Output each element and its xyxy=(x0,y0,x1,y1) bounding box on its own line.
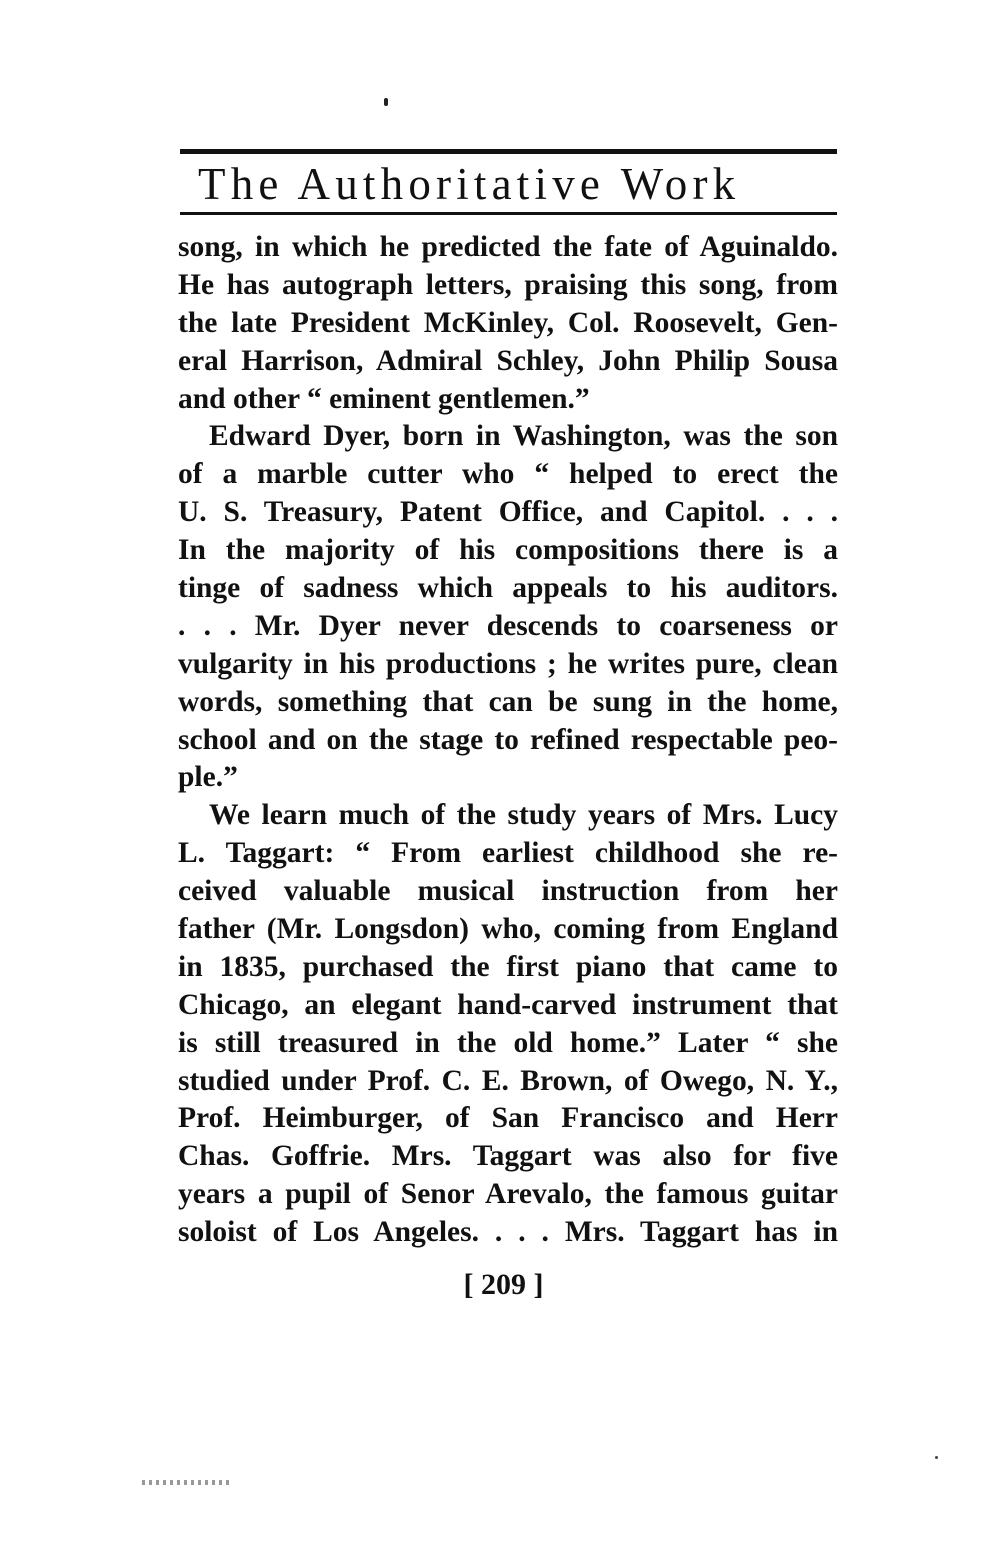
text-line: ple.” xyxy=(178,761,238,794)
text-line: Chas. Goffrie. Mrs. Taggart was also for five xyxy=(178,1140,838,1173)
text-line: song, in which he predicted the fate of Aguinaldo. xyxy=(178,231,838,263)
scan-smudge xyxy=(142,1480,232,1485)
text-line: eral Harrison, Admiral Schley, John Philip Sousa xyxy=(178,344,838,377)
text-line: of a marble cutter who “ helped to erect the xyxy=(178,458,838,491)
text-line: Chicago, an elegant hand-carved instrument that xyxy=(178,988,838,1021)
text-line: Edward Dyer, born in Washington, was the son xyxy=(209,420,838,453)
text-line: We learn much of the study years of Mrs. Lucy xyxy=(209,799,838,832)
text-line: and other “ eminent gentlemen.” xyxy=(178,382,590,415)
ink-speck xyxy=(384,98,388,106)
text-line: L. Taggart: “ From earliest childhood she re- xyxy=(178,837,838,870)
scan-dot xyxy=(935,1456,938,1459)
text-line: In the majority of his compositions there is a xyxy=(178,534,838,567)
text-line: is still treasured in the old home.” Later “ she xyxy=(178,1026,838,1059)
text-line: studied under Prof. C. E. Brown, of Owego, N. Y., xyxy=(178,1064,838,1097)
text-line: in 1835, purchased the first piano that came to xyxy=(178,950,838,983)
text-line: years a pupil of Senor Arevalo, the famous guitar xyxy=(178,1178,838,1211)
running-head: The Authoritative Work xyxy=(198,159,741,209)
text-line: ceived valuable musical instruction from her xyxy=(178,875,838,908)
text-line: words, something that can be sung in the home, xyxy=(178,685,838,718)
text-line: father (Mr. Longsdon) who, coming from England xyxy=(178,913,838,946)
text-line: soloist of Los Angeles. . . . Mrs. Taggart has in xyxy=(178,1216,838,1249)
text-line: . . . Mr. Dyer never descends to coarseness or xyxy=(178,609,838,642)
text-line: U. S. Treasury, Patent Office, and Capitol. . . . xyxy=(178,496,838,529)
text-line: Prof. Heimburger, of San Francisco and Herr xyxy=(178,1102,838,1135)
page-number: [ 209 ] xyxy=(463,1268,544,1301)
header-rule-top xyxy=(180,149,837,154)
text-line: vulgarity in his productions ; he writes pure, clean xyxy=(178,647,838,680)
text-line: tinge of sadness which appeals to his auditors. xyxy=(178,572,838,605)
text-line: He has autograph letters, praising this song, from xyxy=(178,268,838,301)
text-line: school and on the stage to refined respectable peo- xyxy=(178,723,838,756)
header-rule-bottom xyxy=(180,212,837,215)
body-text xyxy=(178,229,838,1252)
text-line: the late President McKinley, Col. Roosevelt, Gen- xyxy=(178,306,838,339)
